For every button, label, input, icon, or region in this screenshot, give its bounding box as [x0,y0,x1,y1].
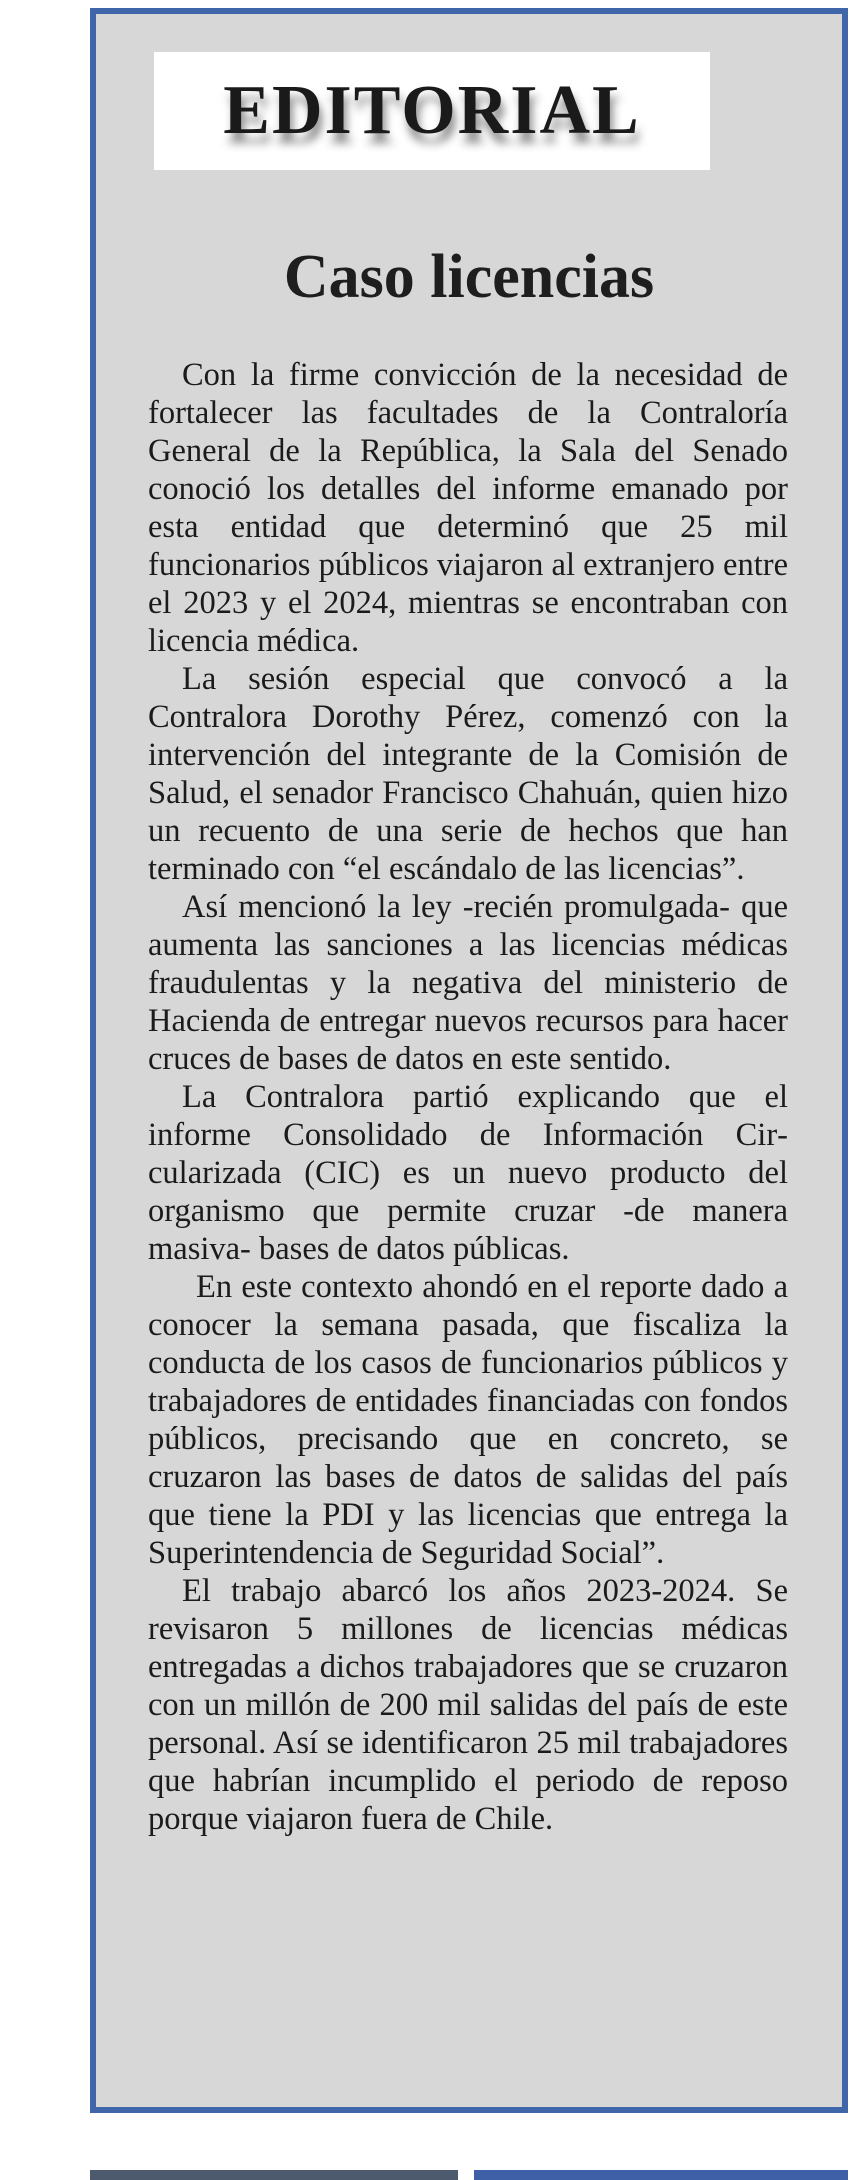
article-paragraph-6: El trabajo abarcó los años 2023-2024. Se revisaron 5 millones de licencias médicas entregadas a dichos trabajadores que se cruzaron con un millón de 200 mil salidas del país de este personal. Así se identificaron 25 mil trabajadores que habrían incumplido el periodo de reposo porque viajaron fuera de Chile. [148,1573,788,1837]
section-title: EDITORIAL [223,72,641,149]
bottom-divider-right [474,2170,848,2180]
article-paragraph-5: En este contexto ahondó en el reporte dado a conocer la semana pasada, que fiscaliza la conducta de los casos de funcionarios públicos y trabajadores de entidades financiadas con fondos públicos, precisando que en concreto, se cruzaron las bases de datos de salidas del país que tiene la PDI y las licencias que entrega la Superintendencia de Seguridad Social”. [148,1269,788,1571]
article-headline: Caso licencias [283,243,655,311]
article-paragraph-1: Con la firme convicción de la necesidad de fortalecer las facultades de la Contraloría General de la República, la Sala del Senado conoció los detalles del informe emanado por esta entidad que determinó que 25 mil funcionarios públicos viajaron al extranjero entre el 2023 y el 2024, mientras se encontraban con licencia médica. [148,357,788,659]
article-paragraph-3: Así mencionó la ley -recién promulgada- que aumenta las sanciones a las licencias médicas fraudulentas y la negativa del ministerio de Hacienda de entregar nuevos recursos para hacer cruces de bases de datos en este sentido. [148,889,788,1077]
bottom-divider-left [90,2170,458,2180]
editorial-frame [90,8,848,2113]
section-masthead [154,52,710,170]
article-paragraph-4: La Contralora partió explicando que el informe Consolidado de Información Circularizada (CIC) es un nuevo producto del organismo que permite cruzar -de manera masiva- bases de datos públicas. [148,1079,788,1267]
article-paragraph-2: La sesión especial que convocó a la Contralora Dorothy Pérez, comenzó con la intervención del integrante de la Comisión de Salud, el senador Francisco Chahuán, quien hizo un recuento de una serie de hechos que han terminado con “el escándalo de las licencias”. [148,661,788,887]
article-body [148,356,788,1838]
